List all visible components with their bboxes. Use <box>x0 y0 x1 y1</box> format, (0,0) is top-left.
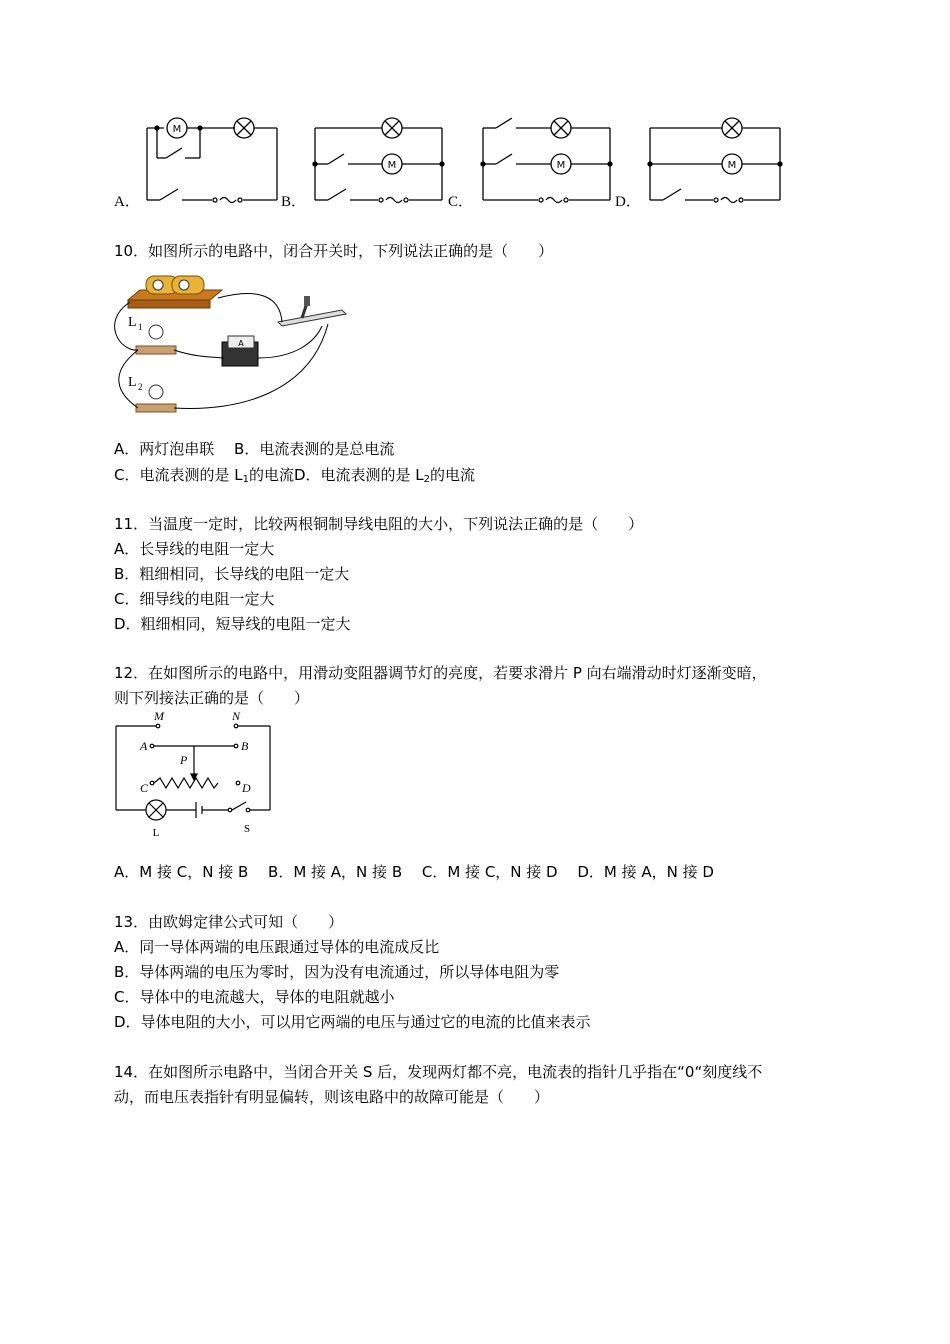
q10-option-line-2: C．电流表测的是 $L_1$的电流D．电流表测的是 $L_2$的电流 <box>114 466 476 485</box>
q10-fig-l1-sub: 1 <box>138 322 143 332</box>
q9-option-d-label: D． <box>615 194 641 210</box>
q12-fig-c: C <box>140 781 149 795</box>
q14-stem-line-1: 14．在如图所示电路中，当闭合开关 S 后，发现两灯都不亮，电流表的指针几乎指在“0“刻度线不 <box>114 1063 763 1081</box>
q12-fig-d: D <box>242 781 251 795</box>
q13-option-d: D．导体电阻的大小，可以用它两端的电压与通过它的电流的比值来表示 <box>114 1013 591 1031</box>
q9-circuit-d <box>643 112 788 212</box>
q10-ammeter-label: A <box>238 339 244 348</box>
q12-fig-l: L <box>152 827 160 839</box>
q13-option-b: B．导体两端的电压为零时，因为没有电流通过，所以导体电阻为零 <box>114 963 560 981</box>
q9-option-b-label: B． <box>281 194 307 210</box>
q10-fig-l1: L <box>128 315 137 330</box>
q13-option-a: A．同一导体两端的电压跟通过导体的电流成反比 <box>114 938 440 956</box>
q12-fig-s: S <box>244 823 251 835</box>
q9-c-motor-label: M <box>556 160 566 171</box>
q12-stem-line-2: 则下列接法正确的是（ ） <box>114 689 310 707</box>
q12-fig-b: B <box>241 739 249 753</box>
q12-fig-a: A <box>140 739 148 753</box>
q9-circuit-b <box>308 112 453 212</box>
q9-option-a-label: A． <box>114 194 140 210</box>
q9-option-c-label: C． <box>448 194 474 210</box>
q13-stem: 13．由欧姆定律公式可知（ ） <box>114 913 344 931</box>
q12-fig-m: M <box>154 709 164 723</box>
q11-option-b: B．粗细相同，长导线的电阻一定大 <box>114 565 350 583</box>
q9-d-motor-label: M <box>727 160 737 171</box>
q10-stem: 10．如图所示的电路中，闭合开关时，下列说法正确的是（ ） <box>114 242 554 260</box>
q12-rheostat-circuit-figure <box>110 708 280 840</box>
q12-fig-n: N <box>232 709 241 723</box>
q11-option-a: A．长导线的电阻一定大 <box>114 540 275 558</box>
q9-circuit-c <box>476 112 621 212</box>
q14-stem-line-2: 动，而电压表指针有明显偏转，则该电路中的故障可能是（ ） <box>114 1088 550 1106</box>
q9-b-motor-label: M <box>387 160 397 171</box>
q10-option-line-1: A．两灯泡串联 B．电流表测的是总电流 <box>114 440 395 458</box>
q12-options: A．M 接 C，N 接 B B．M 接 A，N 接 B C．M 接 C，N 接 D D．M 接 A，N 接 D <box>114 863 714 881</box>
q12-stem-line-1: 12．在如图所示的电路中，用滑动变阻器调节灯的亮度，若要求滑片 P 向右端滑动时灯逐渐变暗， <box>114 664 767 682</box>
q10-fig-l2: L <box>128 375 137 390</box>
q9-circuit-a <box>140 112 285 212</box>
q10-physical-circuit-figure <box>110 262 350 417</box>
q11-option-d: D．粗细相同，短导线的电阻一定大 <box>114 615 351 633</box>
q11-stem: 11．当温度一定时，比较两根铜制导线电阻的大小，下列说法正确的是（ ） <box>114 515 644 533</box>
q10-fig-l2-sub: 2 <box>138 382 143 392</box>
q12-fig-p: P <box>180 753 188 767</box>
q11-option-c: C．细导线的电阻一定大 <box>114 590 275 608</box>
q13-option-c: C．导体中的电流越大，导体的电阻就越小 <box>114 988 395 1006</box>
q9-a-motor-label: M <box>172 124 182 135</box>
